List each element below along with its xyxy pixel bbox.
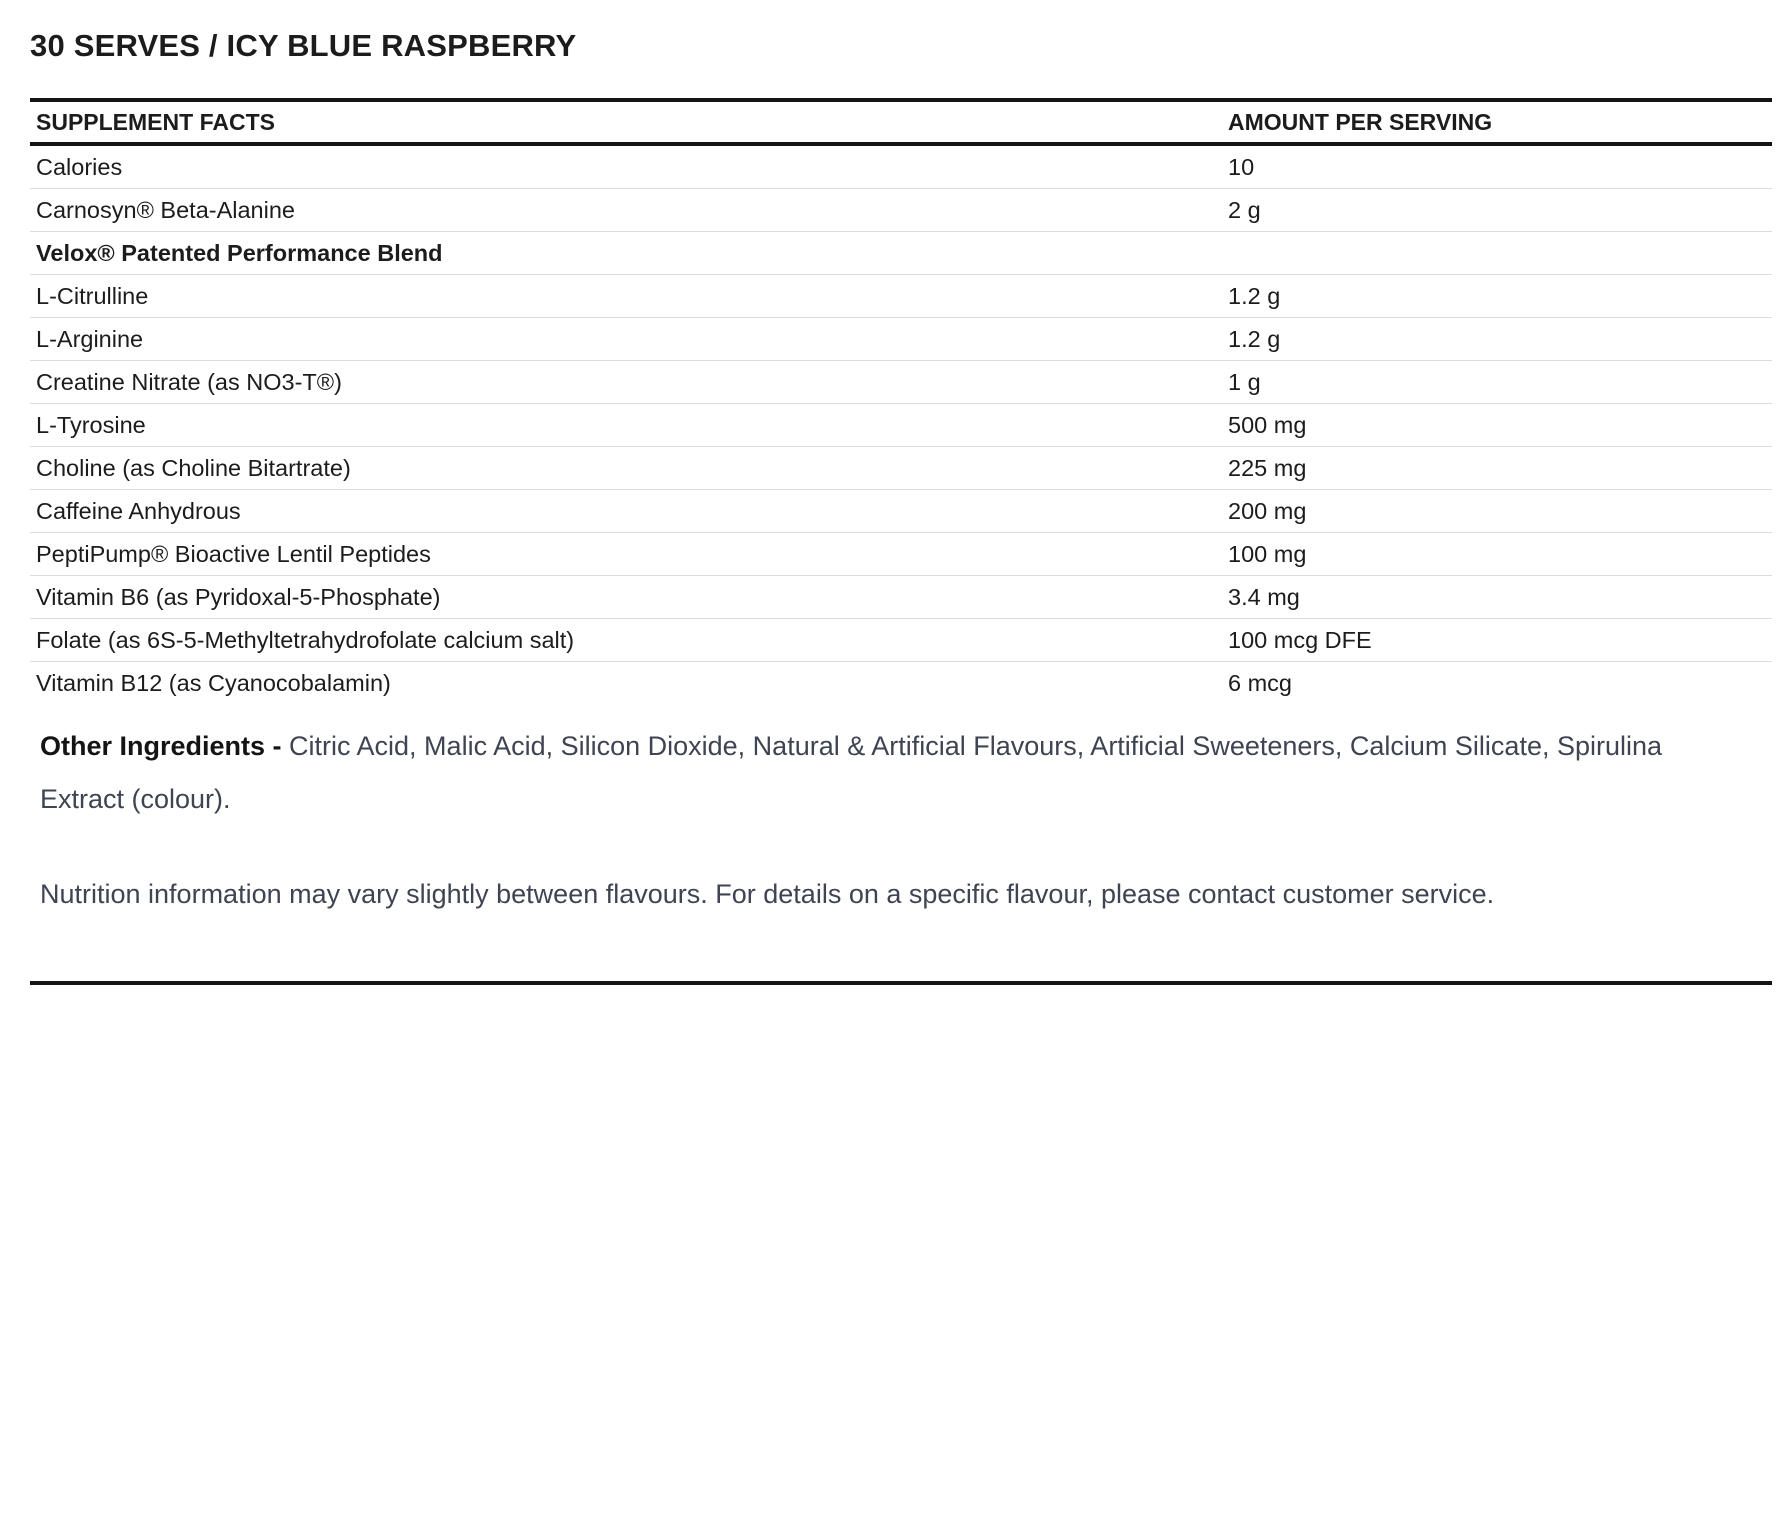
nutrition-note: Nutrition information may vary slightly between flavours. For details on a specific flavour, please contact customer service. <box>40 879 1495 909</box>
table-row <box>30 189 1772 232</box>
ingredient-amount: 1.2 g <box>1222 318 1772 361</box>
ingredient-name: Vitamin B12 (as Cyanocobalamin) <box>36 669 391 696</box>
table-row <box>30 447 1772 490</box>
table-row <box>30 490 1772 533</box>
other-ingredients-label: Other Ingredients - <box>40 731 282 761</box>
ingredient-amount: 225 mg <box>1222 447 1772 490</box>
ingredient-name: L-Citrulline <box>30 275 1222 318</box>
ingredient-name: Caffeine Anhydrous <box>30 490 1222 533</box>
supplement-facts-table <box>30 98 1772 704</box>
table-row <box>30 619 1772 662</box>
other-ingredients <box>40 720 1740 826</box>
table-header-row <box>30 100 1772 144</box>
ingredient-amount: 500 mg <box>1222 404 1772 447</box>
ingredient-name: PeptiPump® Bioactive Lentil Peptides <box>30 533 1222 576</box>
ingredient-amount: 100 mg <box>1222 533 1772 576</box>
ingredient-amount: 3.4 mg <box>1222 576 1772 619</box>
table-row <box>30 318 1772 361</box>
ingredient-amount: 1 g <box>1222 361 1772 404</box>
bottom-divider <box>30 981 1772 985</box>
ingredient-name: Calories <box>30 144 1222 189</box>
ingredient-amount: 200 mg <box>1222 490 1772 533</box>
other-ingredients-text: Citric Acid, Malic Acid, Silicon Dioxide, Natural & Artificial Flavours, Artificial Sweeteners, Calcium Silicate, Spirulina Extract (colour). <box>40 731 1663 814</box>
table-row <box>30 662 1772 705</box>
ingredient-name: Carnosyn® Beta-Alanine <box>30 189 1222 232</box>
table-row <box>30 275 1772 318</box>
table-row <box>30 576 1772 619</box>
header-supplement-facts: SUPPLEMENT FACTS <box>30 100 1222 144</box>
ingredient-name: L-Tyrosine <box>30 404 1222 447</box>
table-row <box>30 404 1772 447</box>
blend-amount <box>1222 232 1772 275</box>
header-amount-per-serving: AMOUNT PER SERVING <box>1222 100 1772 144</box>
ingredient-amount: 10 <box>1222 144 1772 189</box>
ingredient-amount: 6 mcg <box>1228 669 1292 696</box>
blend-name: Velox® Patented Performance Blend <box>30 232 1222 275</box>
ingredient-name: Creatine Nitrate (as NO3-T®) <box>30 361 1222 404</box>
ingredient-amount: 2 g <box>1222 189 1772 232</box>
ingredient-name: Vitamin B6 (as Pyridoxal-5-Phosphate) <box>30 576 1222 619</box>
ingredient-name: Folate (as 6S-5-Methyltetrahydrofolate calcium salt) <box>30 619 1222 662</box>
blend-heading-row <box>30 232 1772 275</box>
table-row <box>30 361 1772 404</box>
table-row <box>30 144 1772 189</box>
serves-flavour-title: 30 SERVES / ICY BLUE RASPBERRY <box>30 28 577 63</box>
ingredient-name: Choline (as Choline Bitartrate) <box>30 447 1222 490</box>
ingredient-amount: 1.2 g <box>1222 275 1772 318</box>
ingredient-amount: 100 mcg DFE <box>1222 619 1772 662</box>
ingredient-name: L-Arginine <box>30 318 1222 361</box>
table-row <box>30 533 1772 576</box>
